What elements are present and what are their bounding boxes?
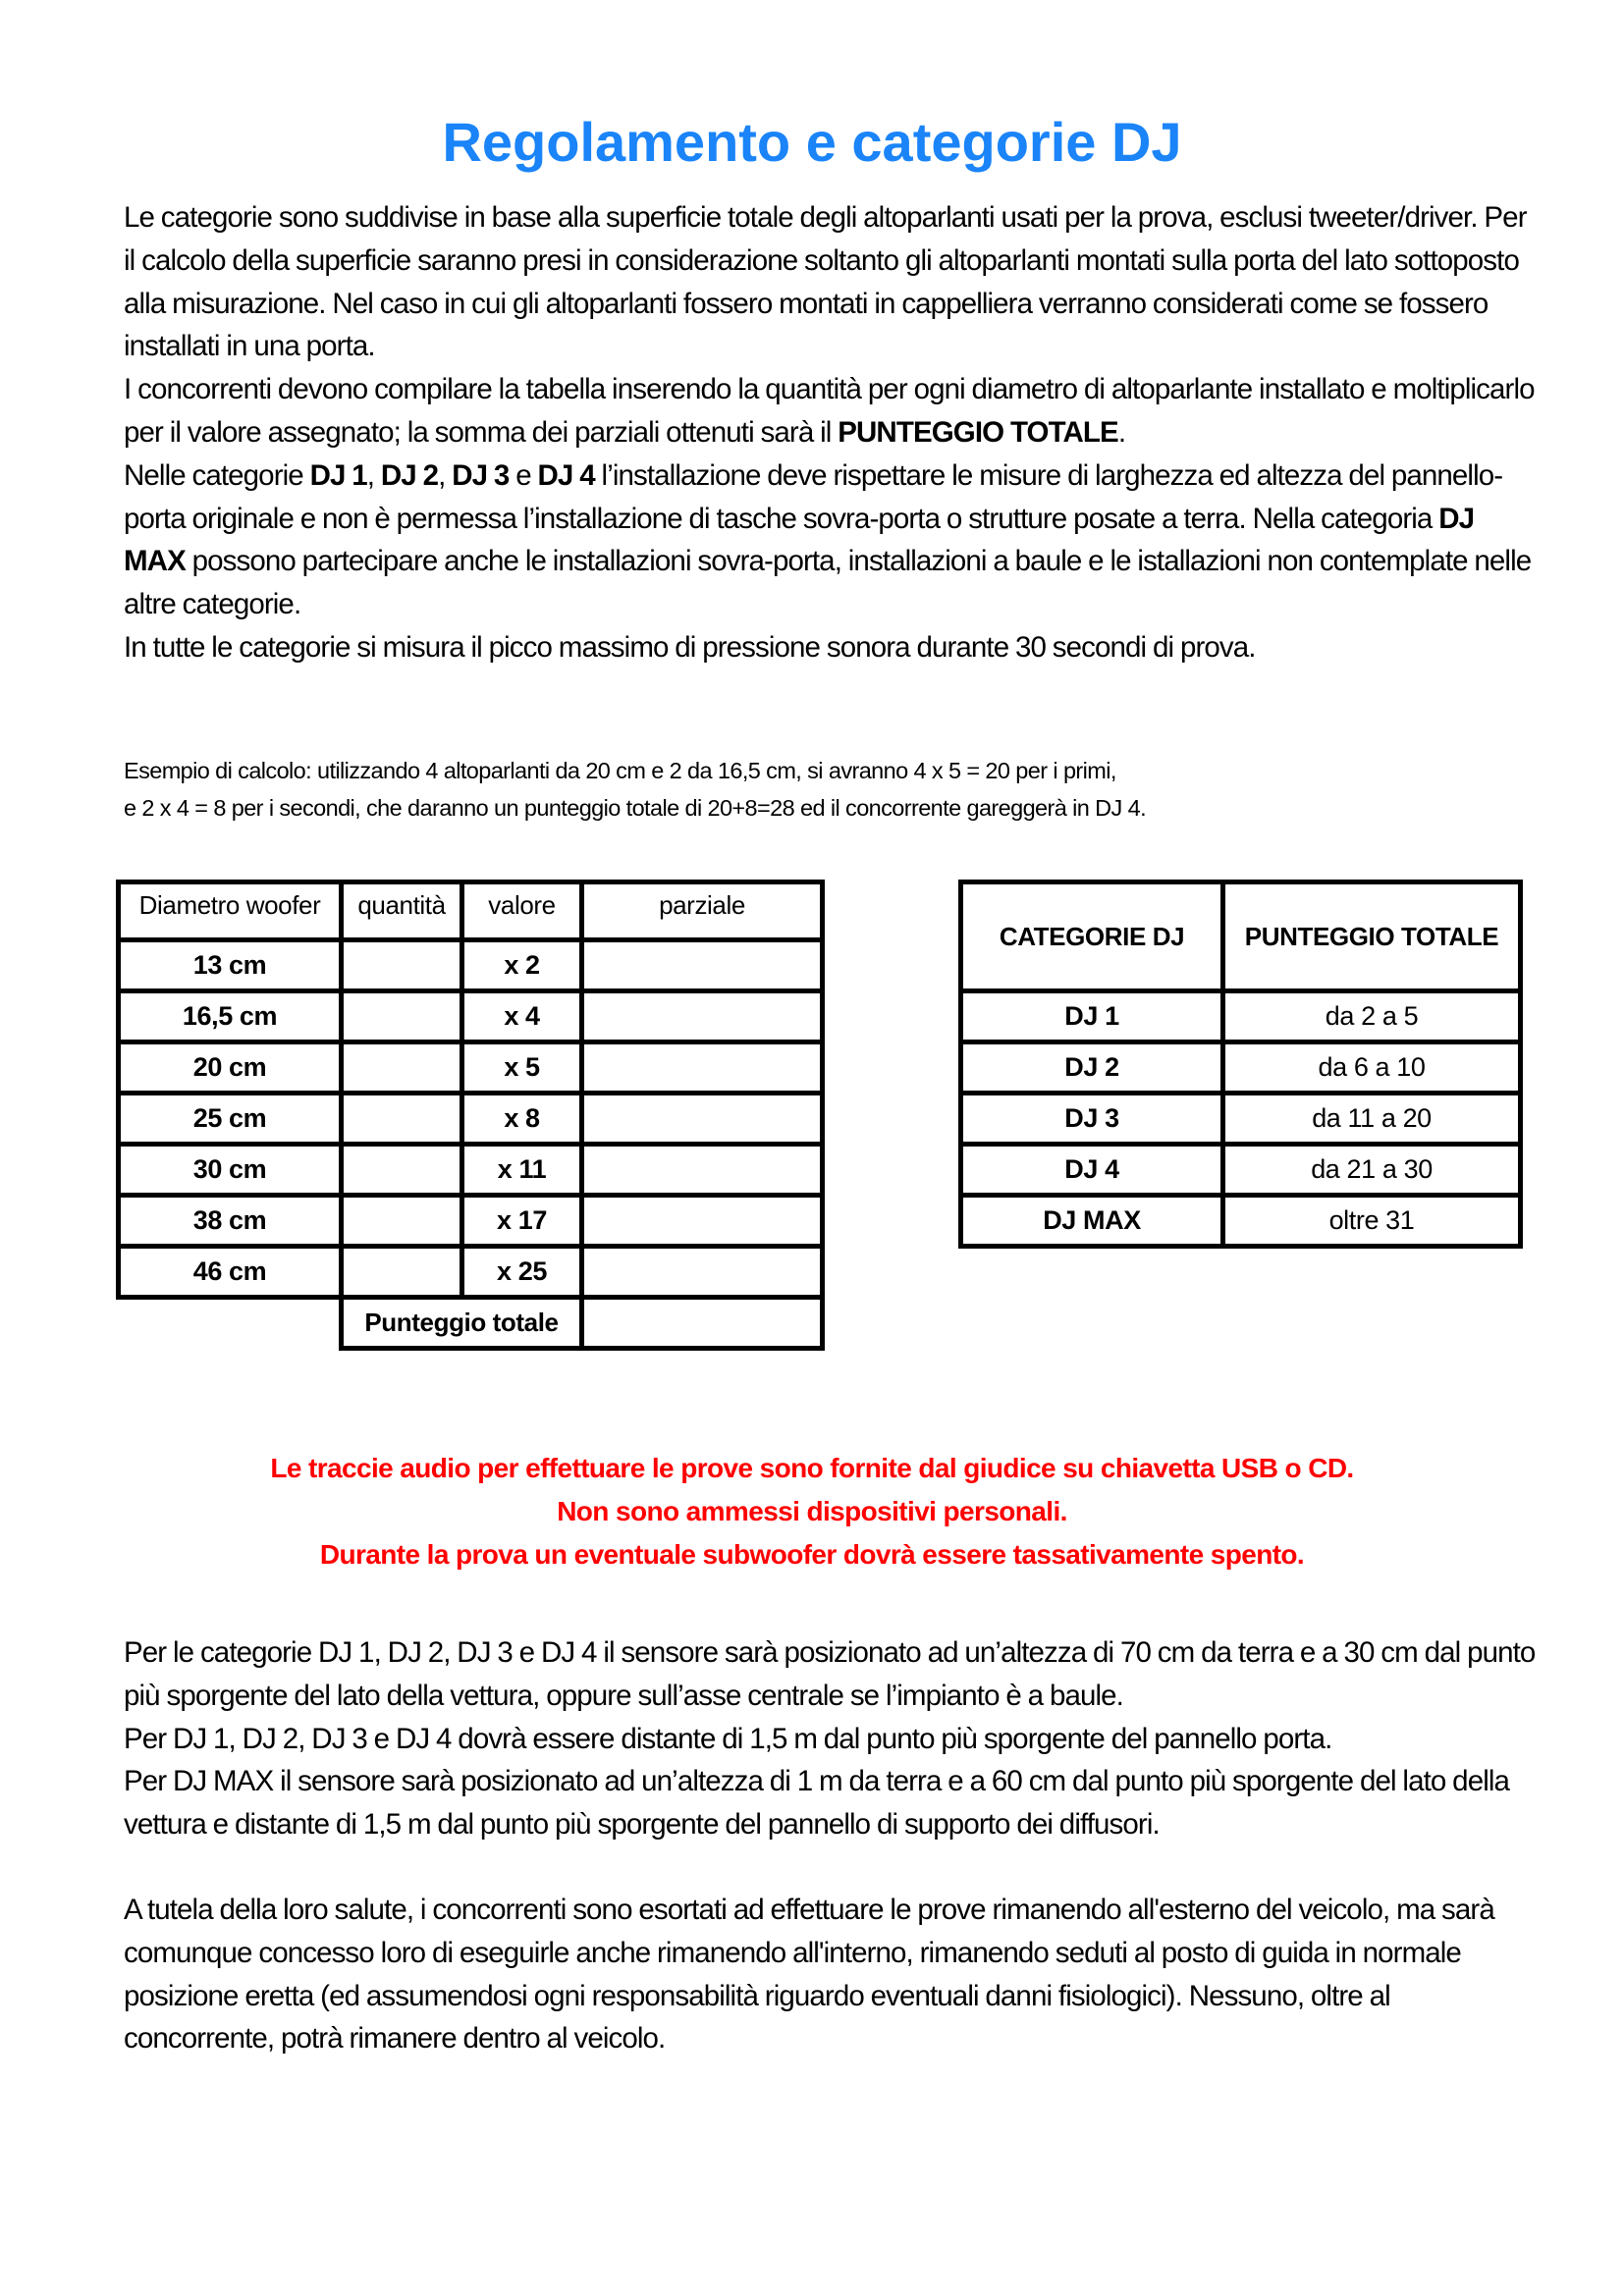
intro-dj1: DJ 1 [309,458,367,492]
diameter-cell: 16,5 cm [119,991,342,1042]
category-name: DJ 2 [961,1042,1223,1094]
table-row [119,1145,823,1196]
diameter-cell: 13 cm [119,940,342,991]
sensor-paragraph [124,1631,1538,1846]
sensor-text-2: Per DJ 1, DJ 2, DJ 3 e DJ 4 dovrà essere distante di 1,5 m dal punto più sporgente del pannello porta. [124,1722,1332,1755]
diameter-cell: 20 cm [119,1042,342,1094]
health-paragraph: A tutela della loro salute, i concorrenti sono esortati ad effettuare le prove rimanendo all'esterno del veicolo, ma sarà comunque concesso loro di eseguirle anche rimanendo all'interno, rimanendo seduti al posto di guida in normale posizione eretta (ed assumendosi ogni responsabilità riguardo eventuali danni fisiologici). Nessuno, oltre al concorrente, potrà rimanere dentro al veicolo. [124,1894,1494,2056]
sensor-text-3: Per DJ MAX il sensore sarà posizionato ad un’altezza di 1 m da terra e a 60 cm dal punto più sporgente del lato della vettura e distante di 1,5 m dal punto più sporgente del pannello di supporto dei diffusori. [124,1765,1510,1842]
partial-input-cell[interactable] [582,1196,823,1247]
notice-line-2: Non sono ammessi dispositivi personali. [557,1496,1067,1526]
intro-dj2: DJ 2 [380,458,439,492]
table-row [119,1247,823,1298]
intro-text-3a: Nelle categorie [124,458,310,492]
category-row [961,1042,1521,1094]
example-line-2: e 2 x 4 = 8 per i secondi, che daranno un punteggio totale di 20+8=28 ed il concorrente gareggerà in DJ 4. [124,795,1147,821]
value-cell: x 5 [462,1042,582,1094]
value-cell: x 25 [462,1247,582,1298]
intro-dj4: DJ 4 [537,458,595,492]
category-range: da 6 a 10 [1223,1042,1521,1094]
intro-paragraph [124,196,1538,669]
quantity-input-cell[interactable] [342,1196,462,1247]
intro-total-score-bold: PUNTEGGIO TOTALE [838,415,1118,449]
category-name: DJ MAX [961,1196,1223,1247]
value-cell: x 2 [462,940,582,991]
header-partial: parziale [582,882,823,940]
partial-input-cell[interactable] [582,1247,823,1298]
header-category: CATEGORIE DJ [961,882,1223,991]
empty-cell [119,1298,342,1349]
category-row [961,1094,1521,1145]
partial-input-cell[interactable] [582,1042,823,1094]
total-input-cell[interactable] [582,1298,823,1349]
example-calculation [124,752,1538,827]
sensor-text-1: Per le categorie DJ 1, DJ 2, DJ 3 e DJ 4 il sensore sarà posizionato ad un’altezza di 70 cm da terra e a 30 cm dal punto più sporgente del lato della vettura, oppure sull’asse centrale se l’impianto è a baule. [124,1636,1536,1712]
total-row [119,1298,823,1349]
category-range: oltre 31 [1223,1196,1521,1247]
intro-text-2-end: . [1117,415,1126,449]
diameter-cell: 25 cm [119,1094,342,1145]
table-row [119,1094,823,1145]
page-title: Regolamento e categorie DJ [442,111,1182,173]
category-name: DJ 1 [961,991,1223,1042]
intro-text-3b: l’installazione deve rispettare le misure di larghezza ed altezza del pannello-porta originale e non è permessa l’installazione di tasche sovra-porta o strutture posate a terra. Nella categoria [124,458,1503,535]
partial-input-cell[interactable] [582,940,823,991]
table-row [119,991,823,1042]
total-label: Punteggio totale [342,1298,582,1349]
notice-line-1: Le traccie audio per effettuare le prove sono fornite dal giudice su chiavetta USB o CD. [270,1453,1354,1483]
example-line-1: Esempio di calcolo: utilizzando 4 altoparlanti da 20 cm e 2 da 16,5 cm, si avranno 4 x 5 = 20 per i primi, [124,758,1116,783]
category-range: da 2 a 5 [1223,991,1521,1042]
category-header-row [961,882,1521,991]
red-notice [0,1447,1624,1576]
diameter-cell: 46 cm [119,1247,342,1298]
quantity-input-cell[interactable] [342,1042,462,1094]
category-range: da 21 a 30 [1223,1145,1521,1196]
category-name: DJ 4 [961,1145,1223,1196]
partial-input-cell[interactable] [582,1094,823,1145]
table-row [119,1196,823,1247]
intro-text-4: In tutte le categorie si misura il picco massimo di pressione sonora durante 30 secondi di prova. [124,630,1256,664]
table-row [119,1042,823,1094]
value-cell: x 8 [462,1094,582,1145]
sep: , [438,458,453,492]
value-cell: x 11 [462,1145,582,1196]
intro-dj3: DJ 3 [452,458,510,492]
partial-input-cell[interactable] [582,991,823,1042]
value-cell: x 17 [462,1196,582,1247]
quantity-input-cell[interactable] [342,991,462,1042]
intro-djmax: DJ MAX [124,502,1475,578]
partial-input-cell[interactable] [582,1145,823,1196]
quantity-input-cell[interactable] [342,940,462,991]
header-diameter: Diametro woofer [119,882,342,940]
intro-text-2: I concorrenti devono compilare la tabella inserendo la quantità per ogni diametro di altoparlante installato e moltiplicarlo per il valore assegnato; la somma dei parziali ottenuti sarà il [124,373,1535,449]
header-quantity: quantità [342,882,462,940]
sep: e [509,458,538,492]
quantity-input-cell[interactable] [342,1145,462,1196]
table-header-row [119,882,823,940]
score-calculation-table [116,880,825,1351]
diameter-cell: 30 cm [119,1145,342,1196]
category-range: da 11 a 20 [1223,1094,1521,1145]
header-total-score: PUNTEGGIO TOTALE [1223,882,1521,991]
value-cell: x 4 [462,991,582,1042]
category-row [961,991,1521,1042]
table-row [119,940,823,991]
category-row [961,1145,1521,1196]
quantity-input-cell[interactable] [342,1094,462,1145]
diameter-cell: 38 cm [119,1196,342,1247]
category-name: DJ 3 [961,1094,1223,1145]
intro-text-3c: possono partecipare anche le installazioni sovra-porta, installazioni a baule e le istallazioni non contemplate nelle altre categorie. [124,545,1532,621]
sep: , [366,458,381,492]
category-table [958,880,1523,1249]
intro-text-1: Le categorie sono suddivise in base alla superficie totale degli altoparlanti usati per la prova, esclusi tweeter/driver. Per il calcolo della superficie saranno presi in considerazione soltanto gli altoparlanti montati sulla porta del lato sottoposto alla misurazione. Nel caso in cui gli altoparlanti fossero montati in cappelliera verranno considerati come se fossero installati in una porta. [124,201,1527,363]
header-value: valore [462,882,582,940]
notice-line-3: Durante la prova un eventuale subwoofer dovrà essere tassativamente spento. [319,1539,1305,1570]
category-row [961,1196,1521,1247]
quantity-input-cell[interactable] [342,1247,462,1298]
